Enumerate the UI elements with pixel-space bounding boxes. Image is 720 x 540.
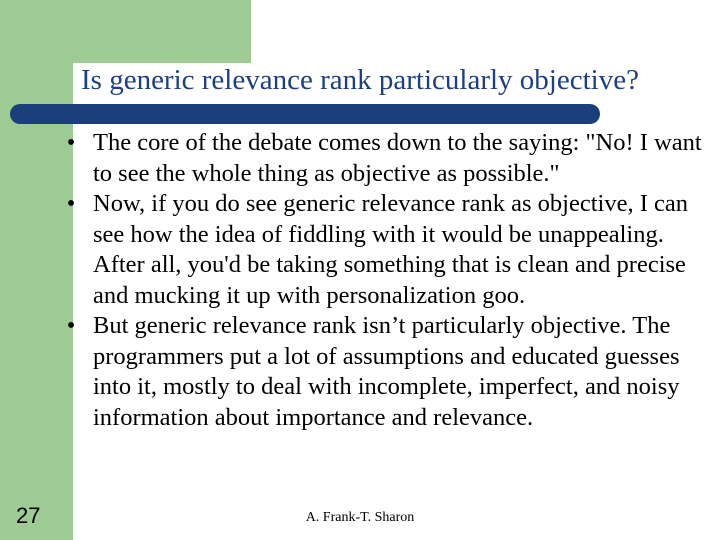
bullet-dot-icon: •	[66, 190, 76, 217]
bullet-item	[66, 189, 716, 311]
green-sidebar-decoration	[0, 0, 73, 540]
green-top-decoration	[0, 0, 251, 63]
bullet-text: The core of the debate comes down to the saying: "No! I want to see the whole thing as objective as possible."	[93, 129, 702, 187]
bullet-dot-icon: •	[66, 129, 76, 156]
bullet-dot-icon: •	[66, 312, 76, 339]
bullet-item	[66, 311, 716, 433]
footer-author: A. Frank-T. Sharon	[305, 510, 415, 525]
slide-title: Is generic relevance rank particularly objective?	[81, 64, 639, 96]
bullet-text: But generic relevance rank isn’t particularly objective. The programmers put a lot of assumptions and educated guesses into it, mostly to deal with incomplete, imperfect, and noisy information about importance and relevance.	[93, 312, 680, 431]
slide-number: 27	[16, 503, 41, 528]
bullet-list	[66, 128, 716, 433]
bullet-item	[66, 128, 716, 189]
title-underline-bar	[10, 104, 600, 124]
bullet-text: Now, if you do see generic relevance rank as objective, I can see how the idea of fiddling with it would be unappealing. After all, you'd be taking something that is clean and precise and mucking it up with personalization goo.	[93, 190, 688, 309]
